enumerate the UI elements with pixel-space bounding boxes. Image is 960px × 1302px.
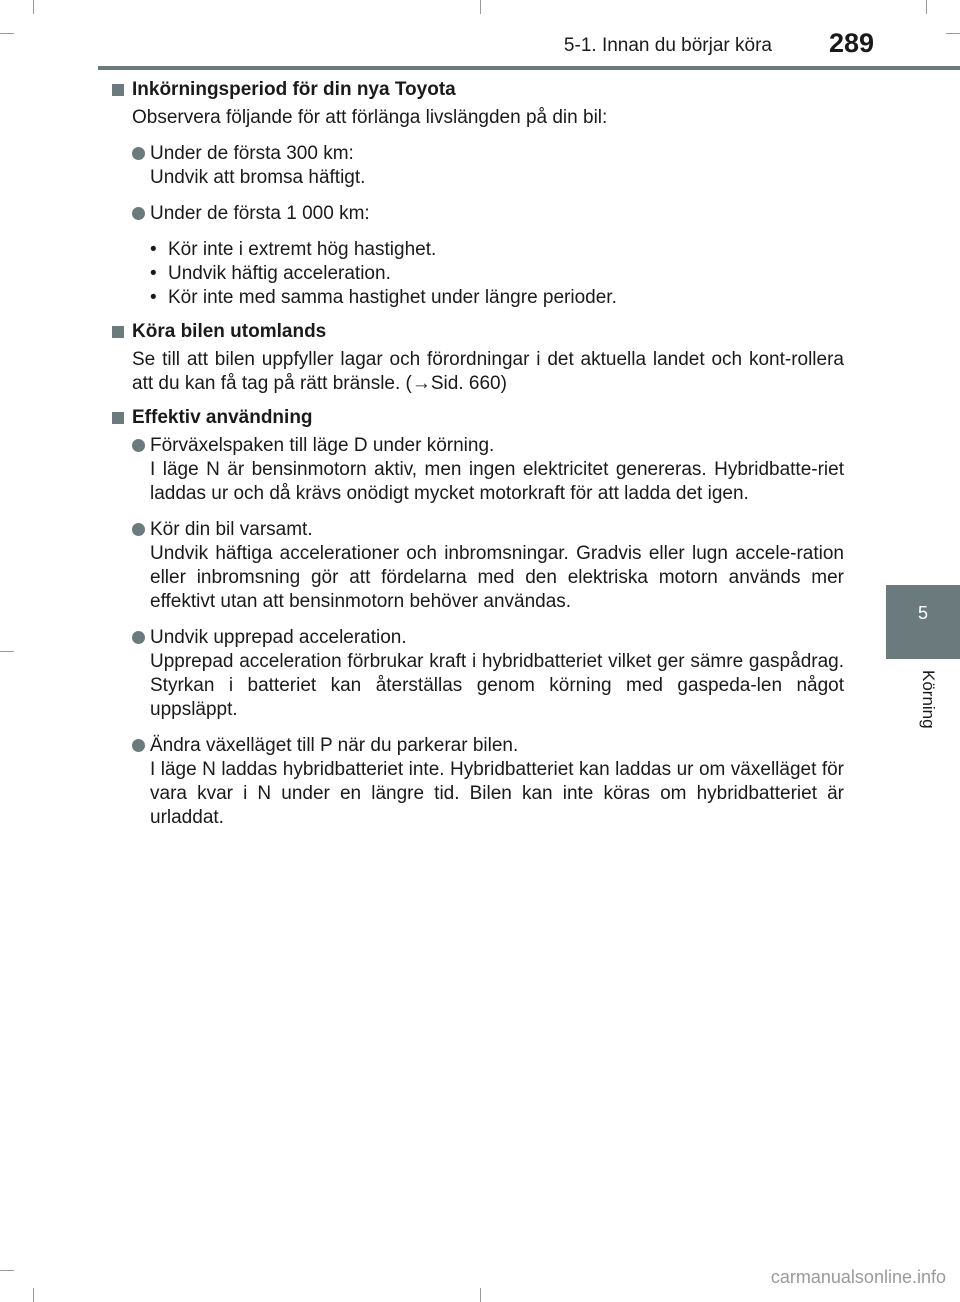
section-title: 5-1. Innan du börjar köra bbox=[563, 35, 772, 56]
square-bullet-icon bbox=[112, 84, 124, 96]
bullet-item bbox=[132, 518, 844, 614]
bullet-text: Undvik att bromsa häftigt. bbox=[150, 167, 366, 188]
circle-bullet-icon bbox=[132, 523, 145, 536]
bullet-title: Kör din bil varsamt. bbox=[150, 519, 313, 540]
bullet-text: I läge N laddas hybridbatteriet inte. Hybridbatteriet kan laddas ur om växelläget för vara kvar i N under en längre tid. Bilen kan inte köras om hybridbatteriet är urladdat. bbox=[150, 759, 844, 828]
bullet-text: Undvik häftiga accelerationer och inbromsningar. Gradvis eller lugn accele-ration eller inbromsning gör att fördelarna med den elektriska motorn används mer effektivt utan att bensinmotorn behöver användas. bbox=[150, 543, 844, 612]
list-item: • Kör inte i extremt hög hastighet. bbox=[150, 239, 437, 260]
crop-mark bbox=[33, 1288, 34, 1302]
chapter-number: 5 bbox=[917, 603, 928, 623]
section-break-in bbox=[112, 78, 844, 310]
circle-bullet-icon bbox=[132, 439, 145, 452]
crop-mark bbox=[0, 1270, 14, 1271]
list-item: • Undvik häftig acceleration. bbox=[150, 263, 391, 284]
page-content bbox=[112, 78, 844, 830]
bullet-title: Ändra växelläget till P när du parkerar bilen. bbox=[150, 735, 519, 756]
section-efficient-use bbox=[112, 406, 844, 830]
page-header bbox=[0, 0, 960, 66]
bullet-text: I läge N är bensinmotorn aktiv, men ingen elektricitet genereras. Hybridbatte-riet laddas ur och då krävs onödigt mycket motorkraft för att ladda det igen. bbox=[150, 459, 844, 504]
bullet-item bbox=[132, 734, 844, 830]
bullet-item bbox=[132, 434, 844, 506]
circle-bullet-icon bbox=[132, 147, 145, 160]
bullet-title: Undvik upprepad acceleration. bbox=[150, 627, 407, 648]
bullet-text: Upprepad acceleration förbrukar kraft i hybridbatteriet vilket ger sämre gaspådrag. Styrkan i batteriet kan återställas genom körning med gaspeda-len något uppsläppt. bbox=[150, 651, 844, 720]
crop-mark bbox=[0, 651, 14, 652]
bullet-item bbox=[132, 142, 844, 190]
page-number: 289 bbox=[828, 28, 874, 58]
circle-bullet-icon bbox=[132, 739, 145, 752]
section-heading: Inkörningsperiod för din nya Toyota bbox=[112, 78, 844, 102]
bullet-item bbox=[132, 626, 844, 722]
section-text: Se till att bilen uppfyller lagar och förordningar i det aktuella landet och kont-rollera att du kan få tag på rätt bränsle. (→Sid. 660) bbox=[132, 349, 844, 394]
circle-bullet-icon bbox=[132, 207, 145, 220]
chapter-label: Körning bbox=[919, 670, 938, 729]
bullet-title: Förväxelspaken till läge D under körning. bbox=[150, 435, 495, 456]
bullet-title: Under de första 1 000 km: bbox=[150, 203, 370, 224]
watermark: carmanualsonline.info bbox=[770, 1267, 946, 1287]
crop-mark bbox=[480, 1288, 481, 1302]
section-heading: Effektiv användning bbox=[112, 406, 844, 430]
bullet-title: Under de första 300 km: bbox=[150, 143, 354, 164]
circle-bullet-icon bbox=[132, 631, 145, 644]
section-heading: Köra bilen utomlands bbox=[112, 320, 844, 344]
bullet-item bbox=[132, 202, 844, 226]
section-intro: Observera följande för att förlänga livslängden på din bil: bbox=[132, 107, 608, 128]
section-abroad bbox=[112, 320, 844, 396]
list-item: • Kör inte med samma hastighet under längre perioder. bbox=[150, 287, 617, 308]
square-bullet-icon bbox=[112, 326, 124, 338]
sub-list bbox=[150, 238, 844, 310]
header-rule bbox=[98, 66, 960, 70]
square-bullet-icon bbox=[112, 412, 124, 424]
chapter-tab bbox=[886, 585, 960, 659]
